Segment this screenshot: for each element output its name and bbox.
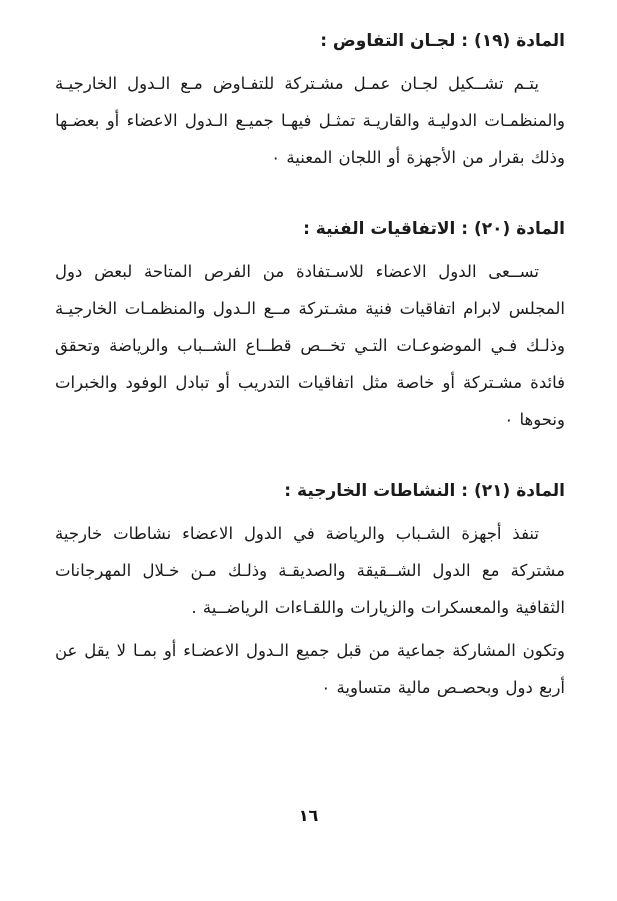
article-19-paragraph: يتـم تشــكيل لجـان عمـل مشـتركة للتفـاوض مـع الـدول الخارجيـة والمنظمـات الدوليـة والقاريـة تمثـل فيهـا جميـع الـدول الاعضاء أو بعضـها وذلك بقرار من الأجهزة أو اللجان المعنية ٠ xyxy=(55,74,565,167)
article-21-heading: المادة (٢١) : النشاطات الخارجية : xyxy=(284,481,565,501)
article-21-section xyxy=(55,476,565,706)
article-21-paragraph-1: تنفذ أجهزة الشـباب والرياضة في الدول الاعضاء نشاطات خارجية مشتركة مع الدول الشــقيقة والصديقـة وذلـك مـن خـلال المهرجانات الثقافية والمعسكرات والزيارات واللقـاءات الرياضــية . xyxy=(55,524,565,617)
article-20-paragraph: تســعى الدول الاعضاء للاسـتفادة من الفرص المتاحة لبعض دول المجلس لابرام اتفاقيات فنية مشـتركة مــع الـدول والمنظمـات الخارجيـة وذلـك فـي الموضوعـات التـي تخــص قطــاع الشــباب والرياضة وتحقق فائدة مشـتركة أو خاصة مثل اتفاقيات التدريب أو تبادل الوفود والخبرات ونحوها ٠ xyxy=(55,262,565,429)
article-20-section xyxy=(55,214,565,438)
article-19-section xyxy=(55,26,565,176)
page-number: ١٦ xyxy=(298,806,319,825)
article-21-paragraph-2: وتكون المشاركة جماعية من قبل جميع الـدول الاعضـاء أو بمـا لا يقل عن أربع دول وبحصـص مالية متساوية ٠ xyxy=(55,641,565,697)
article-19-heading: المادة (١٩) : لجـان التفاوض : xyxy=(320,31,565,51)
article-20-heading: المادة (٢٠) : الاتفاقيات الفنية : xyxy=(303,219,565,239)
